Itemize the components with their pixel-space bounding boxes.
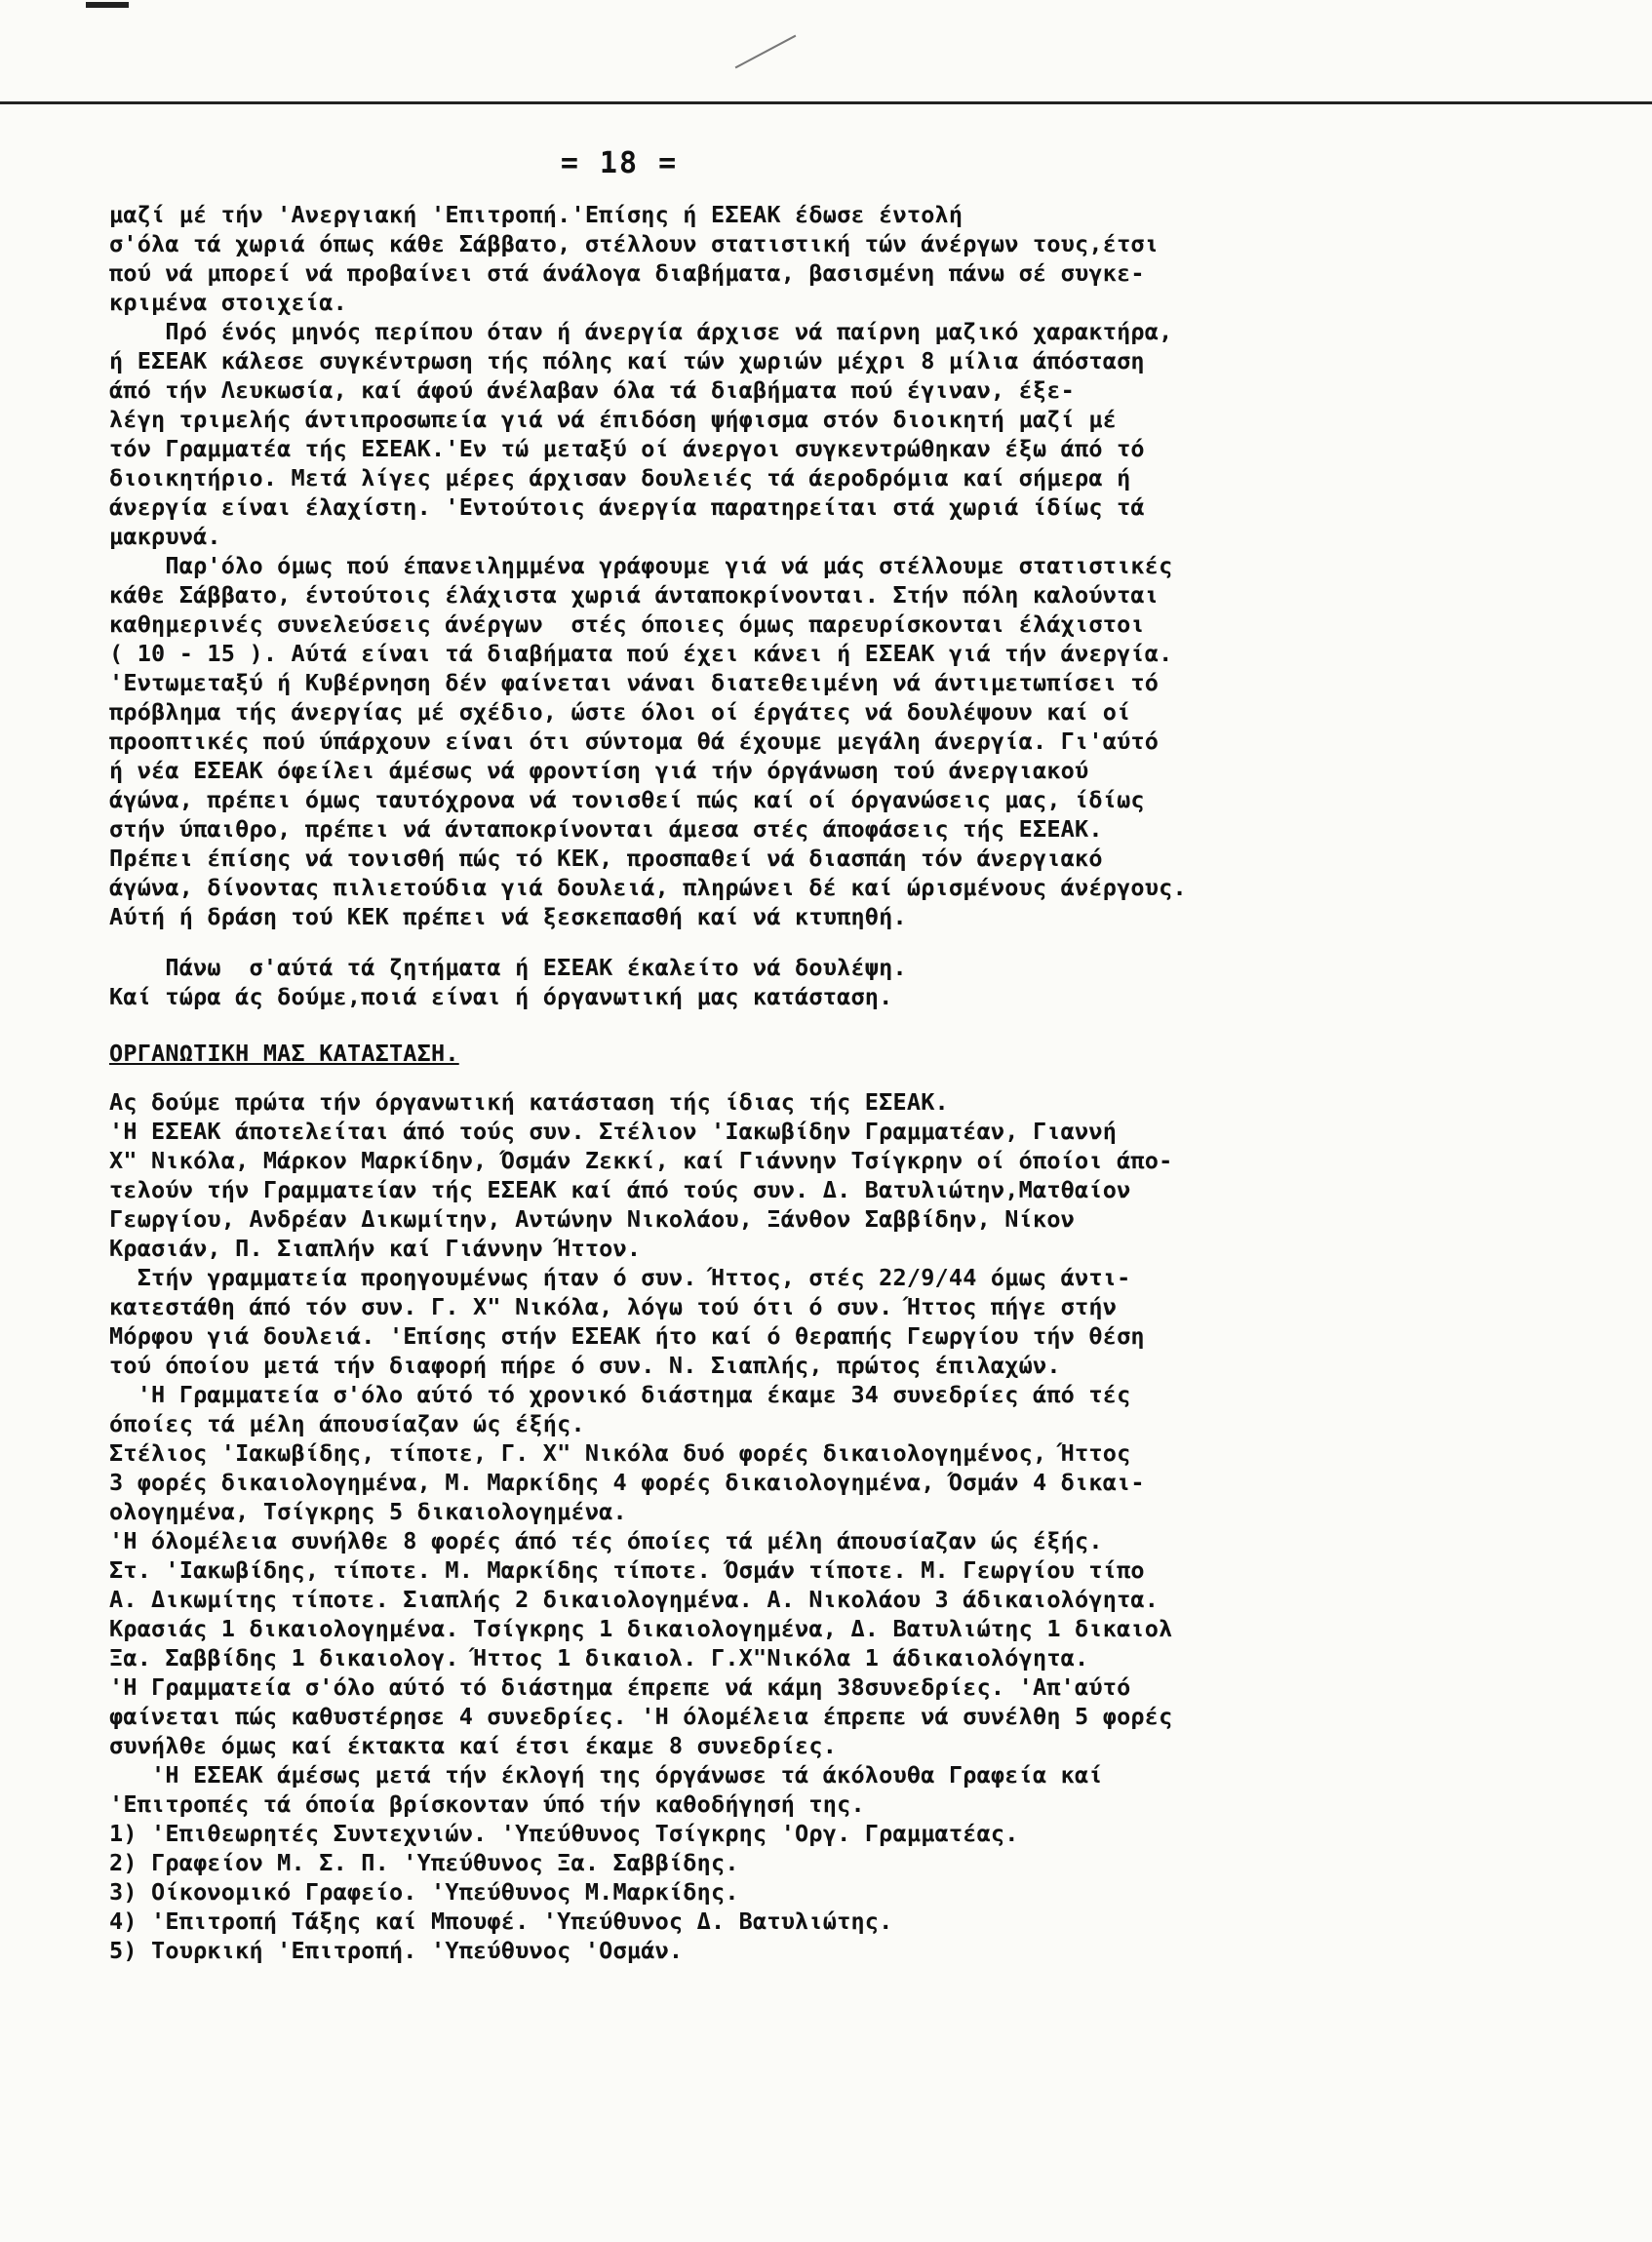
page-number: = 18 = <box>560 146 679 180</box>
text-line: λέγη τριμελής άντιπροσωπεία γιά νά έπιδόση ψήφισμα στόν διοικητή μαζί μέ <box>109 406 1118 433</box>
text-line: 'Η όλομέλεια συνήλθε 8 φορές άπό τές όποίες τά μέλη άπουσίαζαν ώς έξής. <box>109 1527 1103 1554</box>
page-header-rule <box>0 101 1652 104</box>
text-line: τελούν τήν Γραμματείαν τής ΕΣΕΑΚ καί άπό τούς συν. Δ. Βατυλιώτην,Ματθαίον <box>109 1176 1131 1203</box>
text-line: 5) Τουρκική 'Επιτροπή. 'Υπεύθυνος 'Οσμάν. <box>109 1937 684 1964</box>
text-line: καθημερινές συνελεύσεις άνέργων στές όποιες όμως παρευρίσκονται έλάχιστοι <box>109 610 1145 638</box>
text-line: Στ. 'Ιακωβίδης, τίποτε. Μ. Μαρκίδης τίποτε. Όσμάν τίποτε. Μ. Γεωργίου τίπο <box>109 1556 1145 1584</box>
text-line: Καί τώρα άς δούμε,ποιά είναι ή όργανωτική μας κατάσταση. <box>109 983 893 1010</box>
text-line: 2) Γραφείον Μ. Σ. Π. 'Υπεύθυνος Ξα. Σαββίδης. <box>109 1849 739 1876</box>
text-line: Χ" Νικόλα, Μάρκον Μαρκίδην, Όσμάν Ζεκκί, καί Γιάννην Τσίγκρην οί όποίοι άπο- <box>109 1147 1173 1174</box>
section-organization <box>109 1087 1645 1965</box>
text-line: Πρό ένός μηνός περίπου όταν ή άνεργία άρχισε νά παίρνη μαζικό χαρακτήρα, <box>109 318 1173 345</box>
text-line: κριμένα στοιχεία. <box>109 289 347 316</box>
text-line: προοπτικές πού ύπάρχουν είναι ότι σύντομα θά έχουμε μεγάλη άνεργία. Γι'αύτό <box>109 728 1160 755</box>
text-line: μαζί μέ τήν 'Ανεργιακή 'Επιτροπή.'Επίσης ή ΕΣΕΑΚ έδωσε έντολή <box>109 201 964 228</box>
text-line: 3) Οίκονομικό Γραφείο. 'Υπεύθυνος Μ.Μαρκίδης. <box>109 1878 739 1906</box>
text-line: σ'όλα τά χωριά όπως κάθε Σάββατο, στέλλουν στατιστική τών άνέργων τους,έτσι <box>109 230 1160 257</box>
pencil-stroke <box>735 35 797 69</box>
section-heading: ΟΡΓΑΝΩΤΙΚΗ ΜΑΣ ΚΑΤΑΣΤΑΣΗ. <box>109 1040 459 1067</box>
text-line: Πάνω σ'αύτά τά ζητήματα ή ΕΣΕΑΚ έκαλείτο νά δουλέψη. <box>109 954 907 981</box>
text-line: μακρυνά. <box>109 523 221 550</box>
text-line: 'Η ΕΣΕΑΚ άποτελείται άπό τούς συν. Στέλιον 'Ιακωβίδην Γραμματέαν, Γιαννή <box>109 1118 1118 1145</box>
text-line: Α. Δικωμίτης τίποτε. Σιαπλής 2 δικαιολογημένα. Α. Νικολάου 3 άδικαιολόγητα. <box>109 1586 1160 1613</box>
text-line: όποίες τά μέλη άπουσίαζαν ώς έξής. <box>109 1410 585 1437</box>
text-line: στήν ύπαιθρο, πρέπει νά άνταποκρίνονται άμεσα στές άποφάσεις τής ΕΣΕΑΚ. <box>109 815 1103 843</box>
text-line: Πρέπει έπίσης νά τονισθή πώς τό ΚΕΚ, προσπαθεί νά διασπάη τόν άνεργιακό <box>109 845 1103 872</box>
text-line: Στέλιος 'Ιακωβίδης, τίποτε, Γ. Χ" Νικόλα δυό φορές δικαιολογημένος, Ήττος <box>109 1439 1131 1467</box>
text-line: τόν Γραμματέα τής ΕΣΕΑΚ.'Εν τώ μεταξύ οί άνεργοι συγκεντρώθηκαν έξω άπό τό <box>109 435 1145 462</box>
text-line: ή ΕΣΕΑΚ κάλεσε συγκέντρωση τής πόλης καί τών χωριών μέχρι 8 μίλια άπόσταση <box>109 347 1145 374</box>
text-line: άπό τήν Λευκωσία, καί άφού άνέλαβαν όλα τά διαβήματα πού έγιναν, έξε- <box>109 376 1076 404</box>
text-line: φαίνεται πώς καθυστέρησε 4 συνεδρίες. 'Η όλομέλεια έπρεπε νά συνέλθη 5 φορές <box>109 1703 1173 1730</box>
text-line: Παρ'όλο όμως πού έπανειλημμένα γράφουμε γιά νά μάς στέλλουμε στατιστικές <box>109 552 1173 579</box>
text-line: τού όποίου μετά τήν διαφορή πήρε ό συν. Ν. Σιαπλής, πρώτος έπιλαχών. <box>109 1352 1061 1379</box>
text-line: 'Επιτροπές τά όποία βρίσκονταν ύπό τήν καθοδήγησή της. <box>109 1790 865 1818</box>
paragraph-gap <box>109 1011 1645 1033</box>
paragraph-gap <box>109 931 1645 953</box>
text-line: κατεστάθη άπό τόν συν. Γ. Χ" Νικόλα, λόγω τού ότι ό συν. Ήττος πήγε στήν <box>109 1293 1118 1320</box>
text-line: Μόρφου γιά δουλειά. 'Επίσης στήν ΕΣΕΑΚ ήτο καί ό θεραπής Γεωργίου τήν θέση <box>109 1322 1145 1350</box>
text-line: Κρασιάν, Π. Σιαπλήν καί Γιάννην Ήττον. <box>109 1235 642 1262</box>
text-line: Στήν γραμματεία προηγουμένως ήταν ό συν. Ήττος, στές 22/9/44 όμως άντι- <box>109 1264 1131 1291</box>
text-line: Κρασιάς 1 δικαιολογημένα. Τσίγκρης 1 δικαιολογημένα, Δ. Βατυλιώτης 1 δικαιολ <box>109 1615 1173 1642</box>
text-line: 'Η Γραμματεία σ'όλο αύτό τό διάστημα έπρεπε νά κάμη 38συνεδρίες. 'Απ'αύτό <box>109 1673 1131 1701</box>
text-line: ή νέα ΕΣΕΑΚ όφείλει άμέσως νά φροντίση γιά τήν όργάνωση τού άνεργιακού <box>109 757 1089 784</box>
text-line: κάθε Σάββατο, έντούτοις έλάχιστα χωριά άνταποκρίνονται. Στήν πόλη καλούνται <box>109 581 1160 609</box>
top-edge-mark <box>86 2 129 8</box>
text-line: Γεωργίου, Ανδρέαν Δικωμίτην, Αντώνην Νικολάου, Ξάνθον Σαββίδην, Νίκον <box>109 1205 1076 1233</box>
text-line: Ξα. Σαββίδης 1 δικαιολογ. Ήττος 1 δικαιολ. Γ.Χ"Νικόλα 1 άδικαιολόγητα. <box>109 1644 1089 1672</box>
section-unemployment <box>109 200 1645 931</box>
text-line: 4) 'Επιτροπή Τάξης καί Μπουφέ. 'Υπεύθυνος Δ. Βατυλιώτης. <box>109 1908 893 1935</box>
text-line: 'Η ΕΣΕΑΚ άμέσως μετά τήν έκλογή της όργάνωσε τά άκόλουθα Γραφεία καί <box>109 1761 1103 1789</box>
text-line: άγώνα, δίνοντας πιλιετούδια γιά δουλειά, πληρώνει δέ καί ώρισμένους άνέργους. <box>109 874 1187 901</box>
text-line: Αύτή ή δράση τού ΚΕΚ πρέπει νά ξεσκεπασθή καί νά κτυπηθή. <box>109 903 907 930</box>
section-closing <box>109 953 1645 1011</box>
document-body <box>109 200 1645 1965</box>
text-line: 'Η Γραμματεία σ'όλο αύτό τό χρονικό διάστημα έκαμε 34 συνεδρίες άπό τές <box>109 1381 1131 1408</box>
text-line: συνήλθε όμως καί έκτακτα καί έτσι έκαμε 8 συνεδρίες. <box>109 1732 838 1759</box>
text-line: ολογημένα, Τσίγκρης 5 δικαιολογημένα. <box>109 1498 627 1525</box>
text-line: άγώνα, πρέπει όμως ταυτόχρονα νά τονισθεί πώς καί οί όργανώσεις μας, ίδίως <box>109 786 1145 813</box>
text-line: Ας δούμε πρώτα τήν όργανωτική κατάσταση τής ίδιας τής ΕΣΕΑΚ. <box>109 1088 949 1116</box>
text-line: πρόβλημα τής άνεργίας μέ σχέδιο, ώστε όλοι οί έργάτες νά δουλέψουν καί οί <box>109 698 1131 726</box>
text-line: 1) 'Επιθεωρητές Συντεχνιών. 'Υπεύθυνος Τσίγκρης 'Οργ. Γραμματέας. <box>109 1820 1019 1847</box>
text-line: άνεργία είναι έλαχίστη. 'Εντούτοις άνεργία παρατηρείται στά χωριά ίδίως τά <box>109 493 1145 521</box>
text-line: διοικητήριο. Μετά λίγες μέρες άρχισαν δουλειές τά άεροδρόμια καί σήμερα ή <box>109 464 1131 492</box>
text-line: πού νά μπορεί νά προβαίνει στά άνάλογα διαβήματα, βασισμένη πάνω σέ συγκε- <box>109 259 1145 287</box>
text-line: ( 10 - 15 ). Αύτά είναι τά διαβήματα πού έχει κάνει ή ΕΣΕΑΚ γιά τήν άνεργία. <box>109 640 1173 667</box>
text-line: 3 φορές δικαιολογημένα, Μ. Μαρκίδης 4 φορές δικαιολογημένα, Όσμάν 4 δικαι- <box>109 1469 1145 1496</box>
text-line: 'Εντωμεταξύ ή Κυβέρνηση δέν φαίνεται νάναι διατεθειμένη νά άντιμετωπίσει τό <box>109 669 1160 696</box>
